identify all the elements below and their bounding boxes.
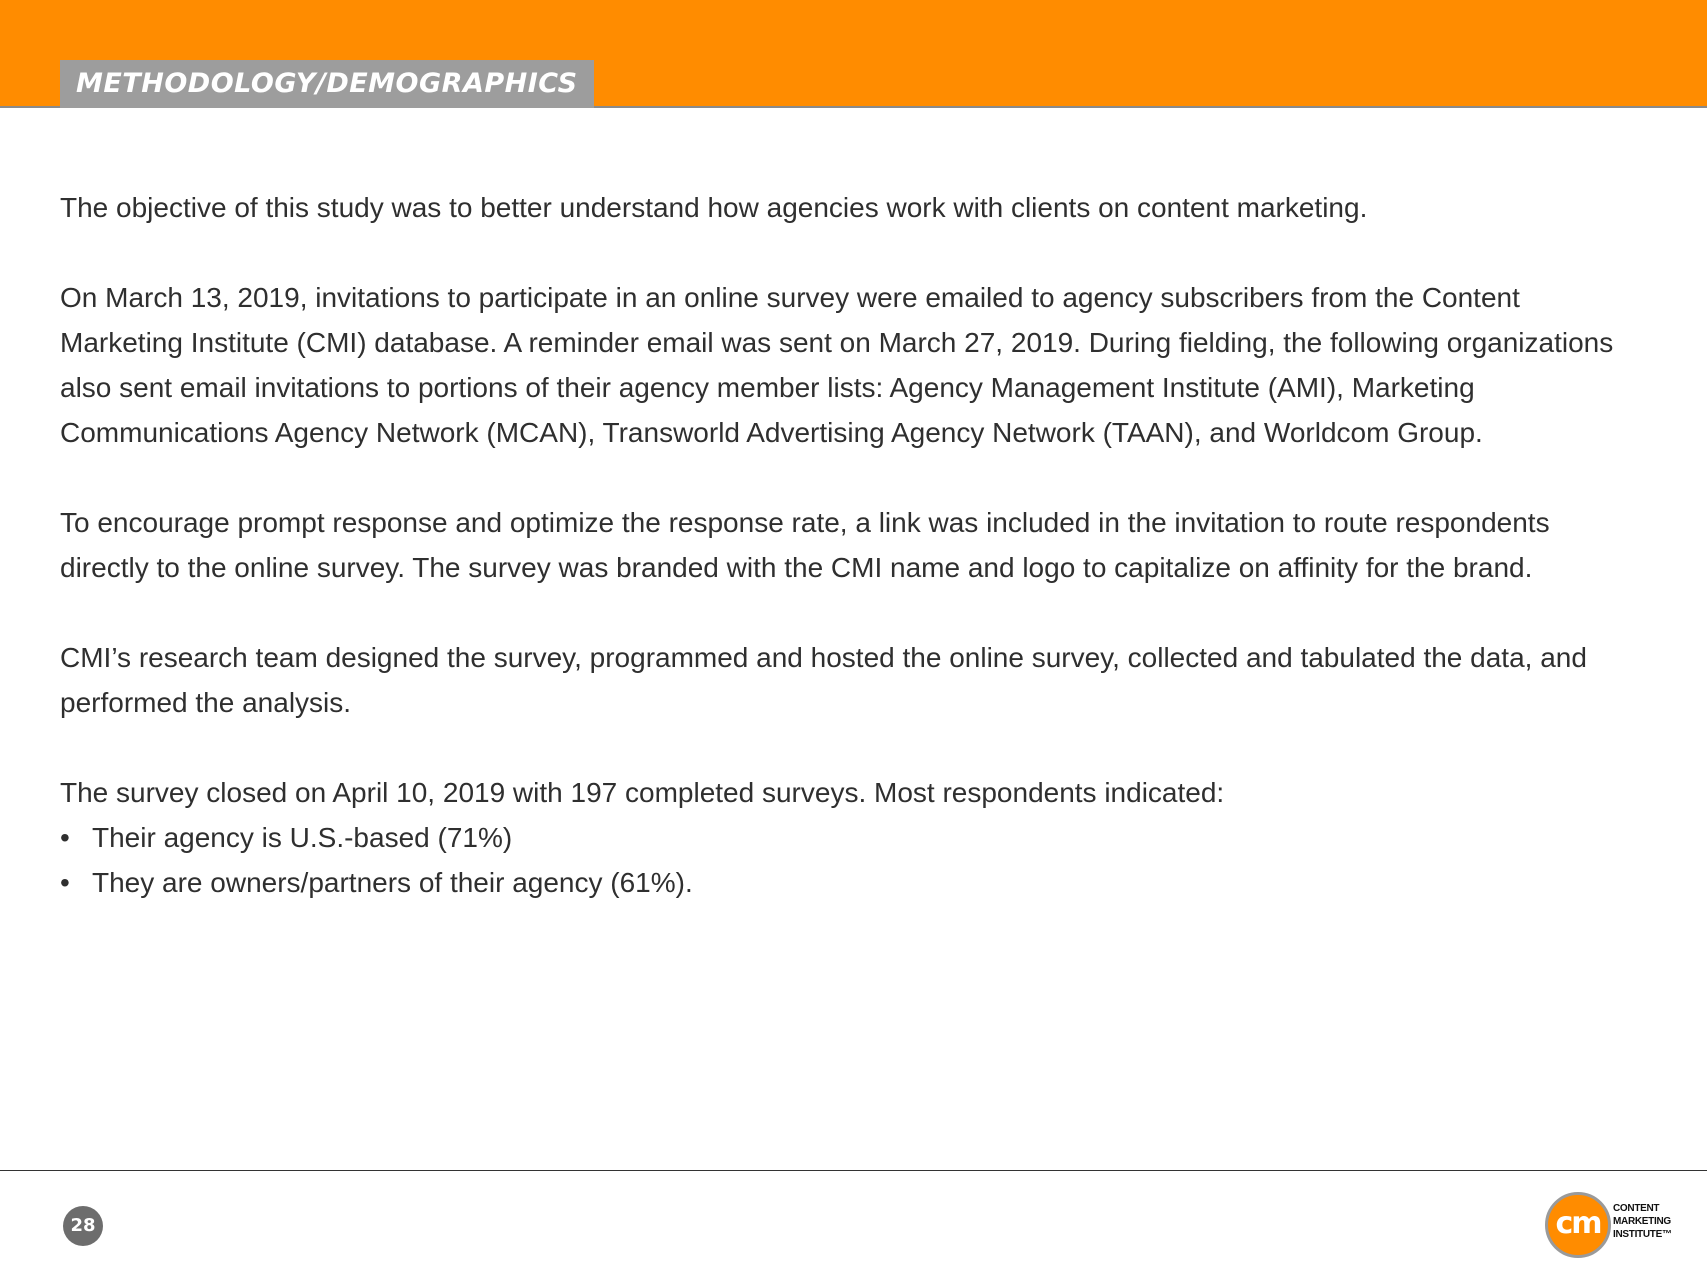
cmi-logo (1545, 1192, 1675, 1258)
bullet-text: They are owners/partners of their agency (61%). (92, 867, 693, 898)
bullet-text: Their agency is U.S.-based (71%) (92, 822, 513, 853)
list-item (60, 815, 1620, 860)
paragraph-research-team: CMI’s research team designed the survey, programmed and hosted the online survey, collected and tabulated the data, and performed the analysis. (60, 642, 1587, 718)
paragraph-response: To encourage prompt response and optimize the response rate, a link was included in the invitation to route respondents directly to the online survey. The survey was branded with the CMI name and logo to capitalize on affinity for the brand. (60, 507, 1550, 583)
paragraph-survey-closed: The survey closed on April 10, 2019 with 197 completed surveys. Most respondents indicated: (60, 777, 1225, 808)
bullet-icon: • (60, 822, 70, 853)
list-item (60, 860, 1620, 905)
paragraph-invitations: On March 13, 2019, invitations to participate in an online survey were emailed to agency subscribers from the Content Marketing Institute (CMI) database. A reminder email was sent on March 27, 2019. During fielding, the following organizations also sent email invitations to portions of their agency member lists: Agency Management Institute (AMI), Marketing Communications Agency Network (MCAN), Transworld Advertising Agency Network (TAAN), and Worldcom Group. (60, 282, 1614, 448)
footer-divider (0, 1170, 1707, 1171)
logo-line-2: MARKETING (1613, 1216, 1671, 1227)
logo-wordmark (1613, 1202, 1683, 1241)
page-number-badge: 28 (63, 1206, 103, 1246)
respondent-bullet-list (60, 815, 1620, 905)
paragraph-objective: The objective of this study was to better understand how agencies work with clients on content marketing. (60, 192, 1368, 223)
bullet-icon: • (60, 867, 70, 898)
main-content (60, 185, 1620, 905)
logo-line-3: INSTITUTE™ (1613, 1229, 1672, 1240)
cm-logo-icon: cm (1545, 1192, 1611, 1258)
section-title: METHODOLOGY/DEMOGRAPHICS (60, 60, 594, 108)
logo-line-1: CONTENT (1613, 1203, 1660, 1214)
